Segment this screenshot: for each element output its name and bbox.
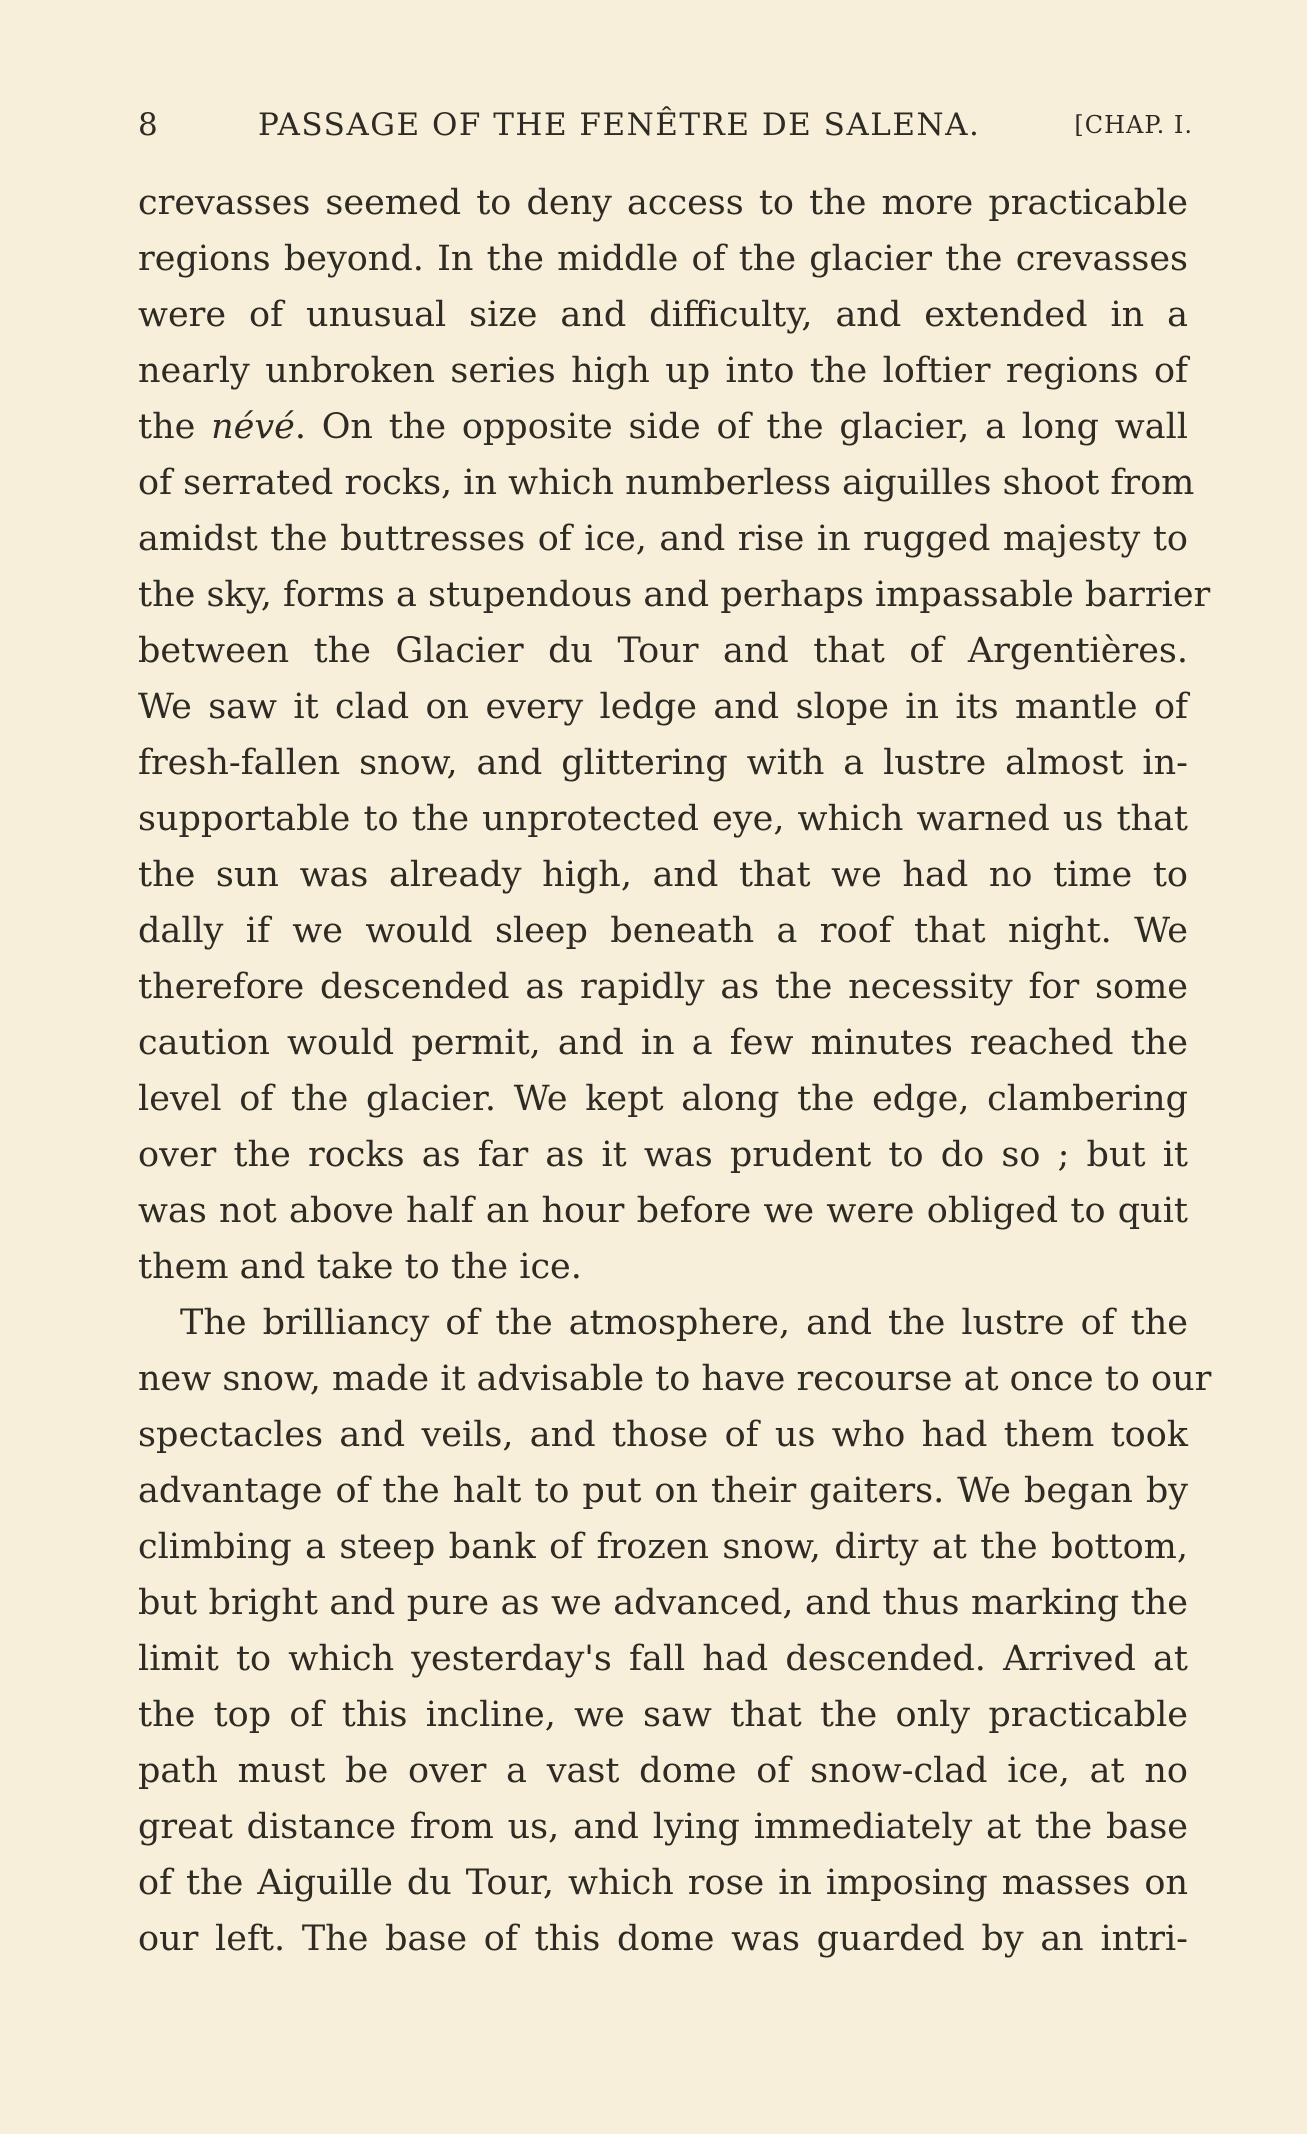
text-line: spectacles and veils, and those of us who had them took: [138, 1415, 1188, 1455]
text-line: great distance from us, and lying immediately at the base: [138, 1807, 1188, 1847]
text-line: limit to which yesterday's fall had descended. Arrived at: [138, 1639, 1188, 1679]
text-line: our left. The base of this dome was guarded by an intri-: [138, 1919, 1188, 1959]
text-line: The brilliancy of the atmosphere, and the lustre of the: [180, 1303, 1188, 1343]
text-line: the top of this incline, we saw that the only practicable: [138, 1695, 1188, 1735]
text-line: but bright and pure as we advanced, and thus marking the: [138, 1583, 1188, 1623]
text-line: dally if we would sleep beneath a roof that night. We: [138, 911, 1188, 951]
text-line: climbing a steep bank of frozen snow, dirty at the bottom,: [138, 1527, 1188, 1567]
text-line: advantage of the halt to put on their gaiters. We began by: [138, 1471, 1188, 1511]
chapter-marker: [CHAP. I.: [1074, 111, 1193, 139]
text-line: the sky, forms a stupendous and perhaps impassable barrier: [138, 575, 1211, 615]
text-line: of serrated rocks, in which numberless aiguilles shoot from: [138, 463, 1195, 503]
text-line: supportable to the unprotected eye, which warned us that: [138, 799, 1188, 839]
page-number: 8: [138, 107, 160, 143]
text-line: regions beyond. In the middle of the glacier the crevasses: [138, 239, 1188, 279]
text-line: path must be over a vast dome of snow-clad ice, at no: [138, 1751, 1188, 1791]
text-line: therefore descended as rapidly as the necessity for some: [138, 967, 1188, 1007]
text-line: level of the glacier. We kept along the edge, clambering: [138, 1079, 1188, 1119]
text-line: them and take to the ice.: [138, 1247, 582, 1287]
italic-word: névé: [211, 407, 295, 447]
text-line: was not above half an hour before we were obliged to quit: [138, 1191, 1188, 1231]
running-head: [138, 100, 1193, 150]
text-run: the: [138, 407, 212, 447]
text-line: crevasses seemed to deny access to the more practicable: [138, 183, 1188, 223]
text-line: caution would permit, and in a few minutes reached the: [138, 1023, 1188, 1063]
text-line: We saw it clad on every ledge and slope in its mantle of: [138, 687, 1188, 727]
running-title: PASSAGE OF THE FENÊTRE DE SALENA.: [258, 107, 981, 143]
text-line: nearly unbroken series high up into the loftier regions of: [138, 351, 1188, 391]
text-line: of the Aiguille du Tour, which rose in imposing masses on: [138, 1863, 1188, 1903]
text-line: new snow, made it advisable to have recourse at once to our: [138, 1359, 1212, 1399]
text-run: . On the opposite side of the glacier, a long wall: [294, 407, 1188, 447]
text-line: between the Glacier du Tour and that of Argentières.: [138, 631, 1188, 671]
text-line: were of unusual size and difficulty, and extended in a: [138, 295, 1188, 335]
text-line: over the rocks as far as it was prudent to do so ; but it: [138, 1135, 1188, 1175]
text-line: the sun was already high, and that we had no time to: [138, 855, 1188, 895]
text-line: fresh-fallen snow, and glittering with a lustre almost in-: [138, 743, 1188, 783]
text-line: amidst the buttresses of ice, and rise in rugged majesty to: [138, 519, 1188, 559]
text-line: [138, 399, 1188, 455]
